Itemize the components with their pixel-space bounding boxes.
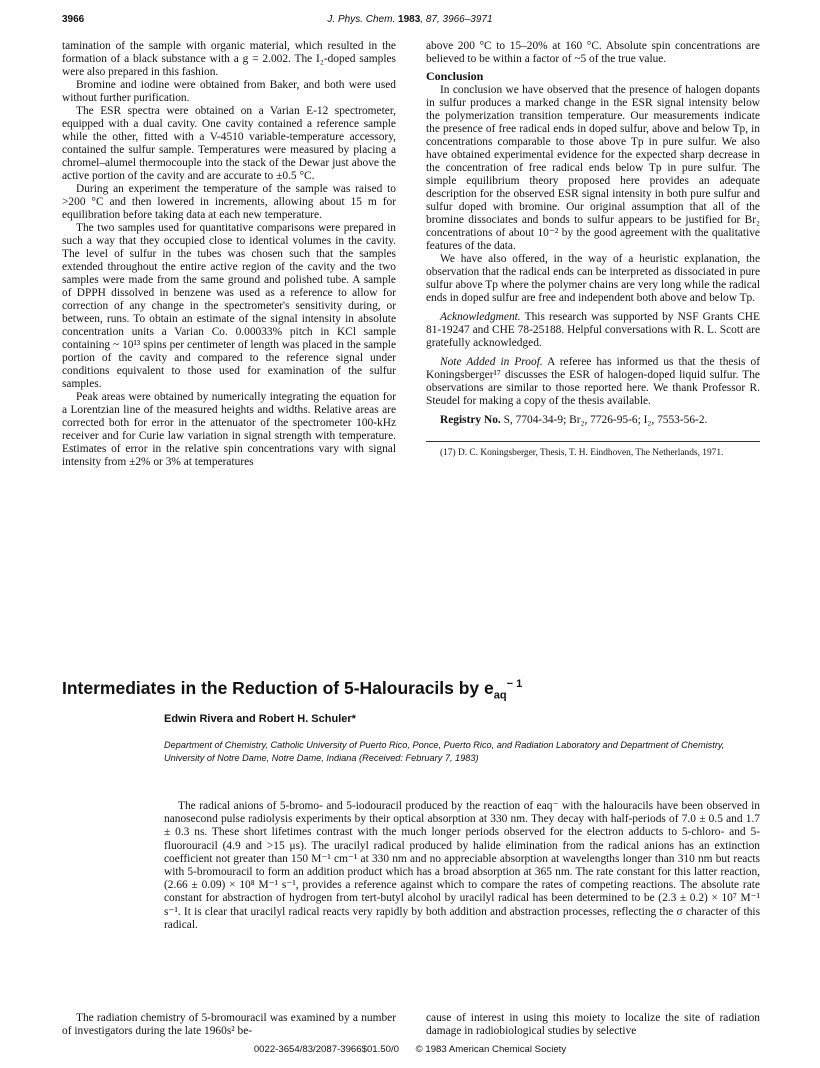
journal-citation (62, 14, 758, 25)
journal-volume-pages: , 87, 3966–3971 (420, 14, 493, 25)
registry-numbers (426, 414, 760, 427)
journal-year: 1983 (398, 14, 421, 25)
note-text: A referee has informed us that the thesis of Koningsberger¹⁷ discusses the ESR of halogen-doped liquid sulfur. The observations are similar to those reported here. We thank Professor R. Steudel for making a copy of the thesis available. (426, 356, 760, 407)
running-header (62, 14, 758, 28)
title-footnote-mark: 1 (516, 678, 523, 691)
registry-label: Registry No. (440, 414, 501, 426)
paragraph: We have also offered, in the way of a heuristic explanation, the observation that the radical ends can be interpreted as dissociated in pure sulfur above Tp where the polymer chains are very long while the radical ends in doped sulfur are free and independent both above and below Tp. (426, 253, 760, 304)
title-text: Intermediates in the Reduction of 5-Halouracils by e (62, 678, 494, 698)
intro-left: The radiation chemistry of 5-bromouracil was examined by a number of investigators during the late 1960s² be- (62, 1012, 396, 1037)
article-code: 0022-3654/83/2087-3966$01.50/0 (253, 1044, 399, 1055)
paragraph: Bromine and iodine were obtained from Baker, and both were used without further purification. (62, 79, 396, 104)
page-number: 3966 (62, 14, 85, 25)
note-added-in-proof (426, 356, 760, 408)
paragraph: During an experiment the temperature of the sample was raised to >200 °C and then lowered in increments, allowing about 15 m for equilibration before taking data at each new temperature. (62, 183, 396, 221)
note-label: Note Added in Proof. (440, 356, 543, 368)
paragraph: In conclusion we have observed that the presence of halogen dopants in sulfur produces a marked change in the ESR signal intensity below the polymerization transition temperature. Our measurements indicate the presence of free radical ends in doped sulfur, above and below Tp, in concentrations comparable to those above Tp in pure sulfur. We also have obtained experimental evidence for the expected sharp decrease in the concentration of free radical ends below Tp in pure sulfur. The simple equilibrium theory proposed here provides an adequate description for the observed ESR signal intensity in both pure sulfur and sulfur doped with bromine. Our original assumption that all of the bromine dissociates and bonds to sulfur appears to be justified for Br₂ concentrations of about 10⁻² by the good agreement with the qualitative features of the data. (426, 84, 760, 252)
right-column (426, 40, 760, 459)
left-column (62, 40, 396, 469)
intro-right: cause of interest in using this moiety to localize the site of radiation damage in radiobiological studies by selective (426, 1012, 760, 1037)
paragraph: Peak areas were obtained by numerically integrating the equation for a Lorentzian line of the measured heights and widths. Relative areas are corrected both for error in the attenuator of the spectrometer 100-kHz receiver and for Curie law variation in signal strength with temperature. Estimates of error in the relative spin concentrations vary with signal intensity from ±2% or 3% at temperatures (62, 391, 396, 468)
page-footer (62, 1044, 758, 1055)
acknowledgment-text: This research was supported by NSF Grants CHE 81-19247 and CHE 78-25188. Helpful conversations with R. L. Scott are gratefully acknowledged. (426, 311, 760, 349)
registry-text: S, 7704-34-9; Br₂, 7726-95-6; I₂, 7553-56-2. (500, 414, 708, 426)
article-title (62, 678, 762, 702)
paragraph: The two samples used for quantitative comparisons were prepared in such a way that they occupied close to identical volumes in the cavity. The level of sulfur in the tubes was chosen such that the samples extended throughout the entire active region of the cavity and the two samples were made from the same ground and polished tube. A sample of DPPH dissolved in benzene was used as a reference to allow for correction of any change in the spectrometer's sensitivity during, or between, runs. To obtain an estimate of the signal intensity in absolute concentration units a Varian Co. 0.00033% pitch in KCl sample containing ~ 10¹³ spins per centimeter of length was placed in the sample portion of the cavity and compared to the reference signal under conditions equivalent to those used for examination of the sulfur samples. (62, 222, 396, 390)
title-superscript: − 1 (506, 678, 523, 691)
footnote: (17) D. C. Koningsberger, Thesis, T. H. Eindhoven, The Netherlands, 1971. (440, 448, 724, 458)
copyright: © 1983 American Chemical Society (415, 1044, 567, 1055)
paragraph: tamination of the sample with organic material, which resulted in the formation of a black substance with a g = 2.002. The I₂-doped samples were also prepared in this fashion. (62, 40, 396, 78)
affiliation: Department of Chemistry, Catholic University of Puerto Rico, Ponce, Puerto Rico, and Radiation Laboratory and Department of Chemistry, University of Notre Dame, Notre Dame, Indiana (Received: February 7, 1983) (164, 740, 725, 763)
paragraph: The ESR spectra were obtained on a Varian E-12 spectrometer, equipped with a dual cavity. One cavity contained a reference sample while the other, fitted with a V-4510 variable-temperature accessory, contained the sulfur sample. Temperatures were measured by placing a chromel–alumel thermocouple into the stack of the Dewar just above the active portion of the cavity and are accurate to ±0.5 °C. (62, 105, 396, 182)
paragraph: above 200 °C to 15–20% at 160 °C. Absolute spin concentrations are believed to be within a factor of ~5 of the true value. (426, 40, 760, 65)
footnotes (426, 441, 760, 459)
journal-name: J. Phys. Chem. (327, 14, 396, 25)
authors: Edwin Rivera and Robert H. Schuler* (164, 713, 356, 725)
conclusion-heading: Conclusion (426, 69, 484, 83)
title-subscript: aq (493, 689, 507, 702)
acknowledgment (426, 311, 760, 350)
abstract: The radical anions of 5-bromo- and 5-iodouracil produced by the reaction of eaq⁻ with the halouracils have been observed in nanosecond pulse radiolysis experiments by their optical absorption at 330 nm. They decay with half-periods of 7.0 ± 0.5 and 1.7 ± 0.3 ns. These short lifetimes contrast with the much longer periods observed for the electron adducts to 5-chloro- and 5-fluorouracil (4.9 and >15 μs). The uracilyl radical produced by halide elimination from the radical anions has an extinction coefficient not greater than 150 M⁻¹ cm⁻¹ at 330 nm and no appreciable absorption at wavelengths longer than 310 nm but reacts with 5-bromouracil to form an addition product which has a broad absorption at 365 nm. The rate constant for this latter reaction, (2.66 ± 0.09) × 10⁸ M⁻¹ s⁻¹, provides a reference against which to compare the rates of competing reactions. The absolute rate constant for abstraction of hydrogen from tert-butyl alcohol by uracilyl radical has been determined to be (2.3 ± 0.2) × 10⁷ M⁻¹ s⁻¹. It is clear that uracilyl radical reacts very rapidly by both addition and abstraction processes, reflecting the σ character of this radical. (164, 800, 760, 931)
acknowledgment-label: Acknowledgment. (440, 311, 521, 323)
